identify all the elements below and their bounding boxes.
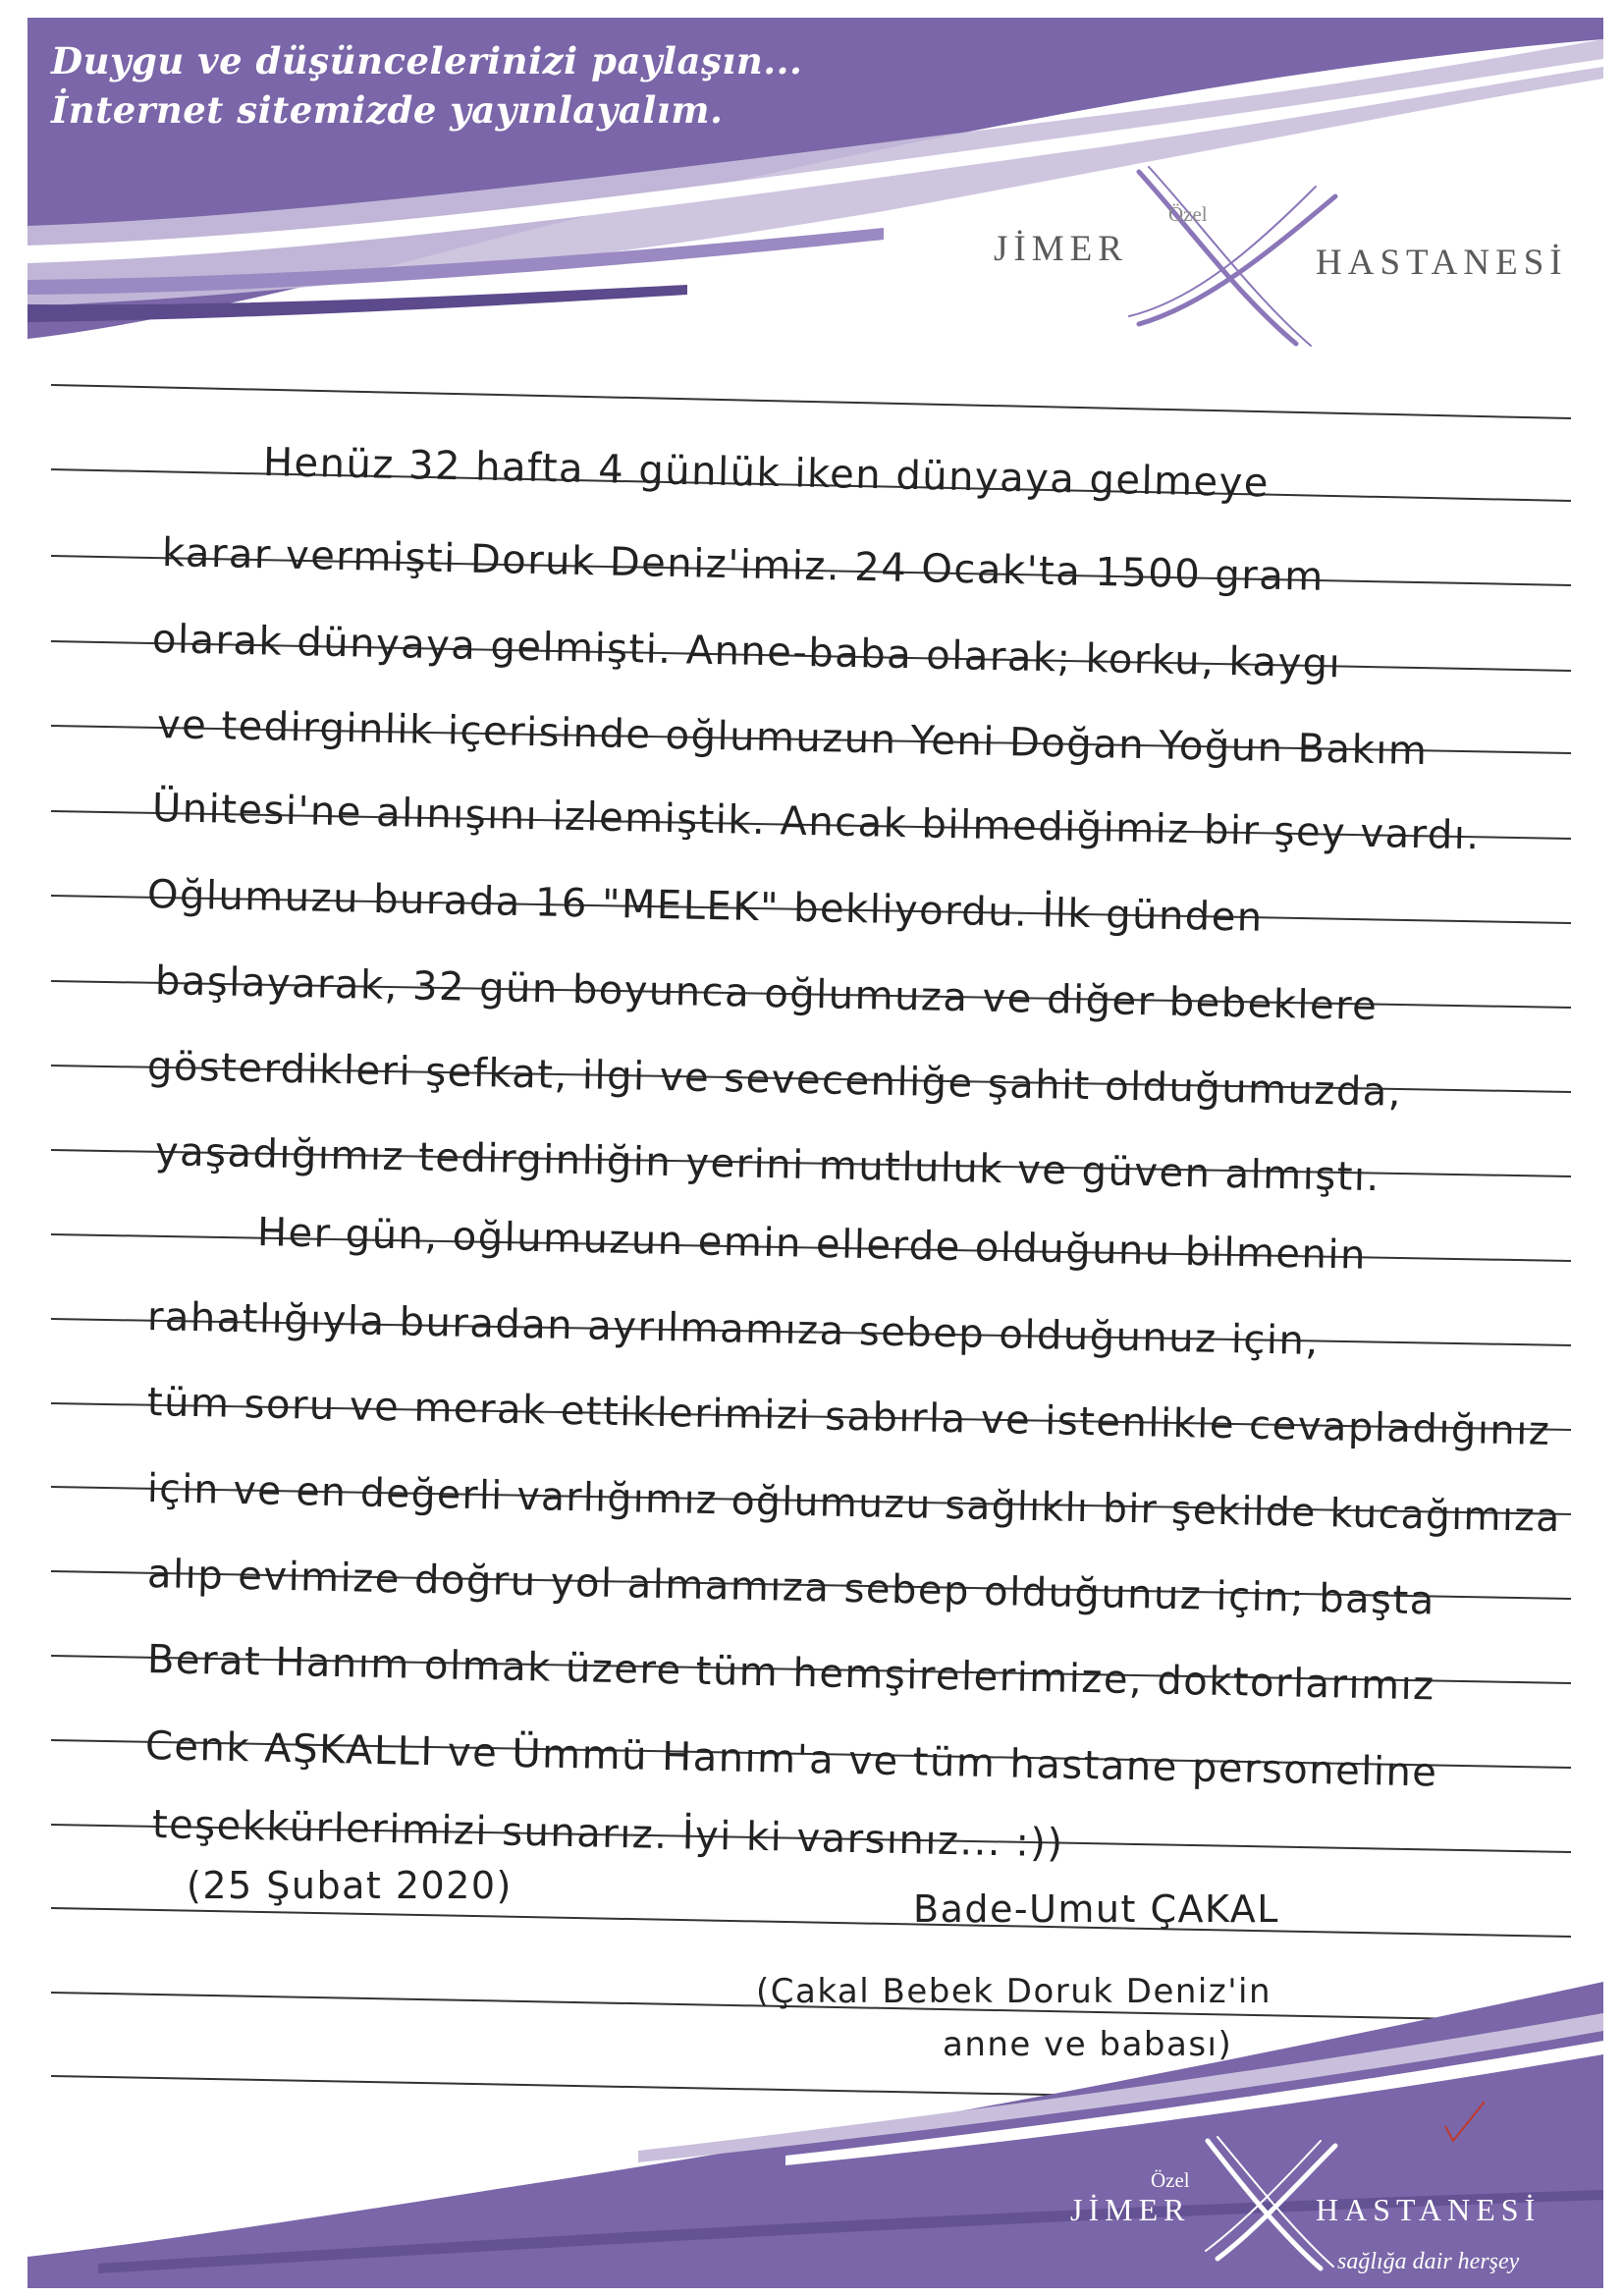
bottom-logo-name-left: JİMER [1070, 2192, 1191, 2227]
header-tagline-line1: Duygu ve düşüncelerinizi paylaşın... [51, 39, 803, 82]
letter-line: ve tedirginlik içerisinde oğlumuzun Yeni Doğan Yoğun Bakım [156, 702, 1429, 775]
letter-line: Cenk AŞKALLI ve Ümmü Hanım'a ve tüm hastane personeline [144, 1723, 1438, 1796]
signature-note-line1: (Çakal Bebek Doruk Deniz'in [756, 1972, 1272, 2011]
letter-line: Oğlumuzu burada 16 "MELEK" bekliyordu. İlk günden [146, 872, 1265, 941]
letter-line: karar vermişti Doruk Deniz'imiz. 24 Ocak'ta 1500 gram [161, 530, 1325, 600]
letter-line: alıp evimize doğru yol almamıza sebep olduğunuz için; başta [146, 1552, 1436, 1624]
letter-date: (25 Şubat 2020) [187, 1864, 513, 1907]
letter-line: gösterdikleri şefkat, ilgi ve sevecenliğe şahit olduğumuzda, [146, 1044, 1403, 1116]
header-tagline-line2: İnternet sitemizde yayınlayalım. [51, 88, 724, 132]
top-logo-ozel: Özel [1168, 202, 1208, 226]
letter-line: Henüz 32 hafta 4 günlük iken dünyaya gelmeye [262, 440, 1271, 507]
letter-line: olarak dünyaya gelmişti. Anne-baba olarak; korku, kaygı [151, 617, 1342, 687]
letter-line: rahatlığıyla buradan ayrılmamıza sebep olduğunuz için, [146, 1294, 1321, 1364]
letter-signature: Bade-Umut ÇAKAL [913, 1887, 1279, 1931]
signature-note-line2: anne ve babası) [943, 2025, 1233, 2064]
top-logo-name-left: JİMER [994, 229, 1128, 269]
letter-line: Her gün, oğlumuzun emin ellerde olduğunu bilmenin [256, 1210, 1368, 1279]
letter-line: Ünitesi'ne alınışını izlemiştik. Ancak bilmediğimiz bir şey vardı. [151, 786, 1482, 859]
letter-line: için ve en değerli varlığımız oğlumuzu sağlıklı bir şekilde kucağımıza [146, 1466, 1562, 1542]
letter-line: başlayarak, 32 gün boyunca oğlumuza ve diğer bebeklere [154, 958, 1379, 1030]
bottom-banner [27, 1982, 1603, 2288]
bottom-logo-name-right: HASTANESİ [1316, 2192, 1542, 2227]
top-logo-name-right: HASTANESİ [1316, 243, 1568, 283]
letter-line: Berat Hanım olmak üzere tüm hemşirelerimize, doktorlarımız [146, 1637, 1436, 1710]
bottom-logo-slogan: sağlığa dair herşey [1337, 2249, 1520, 2274]
letter-line: teşekkürlerimizi sunarız. İyi ki varsınız... :)) [151, 1802, 1065, 1867]
letter-line: yaşadığımız tedirginliğin yerini mutluluk ve güven almıştı. [154, 1129, 1381, 1201]
top-logo-x-icon [1129, 167, 1335, 346]
letter-line: tüm soru ve merak ettiklerimizi sabırla ve istenlikle cevapladığınız [146, 1380, 1551, 1454]
bottom-logo-ozel: Özel [1151, 2168, 1190, 2192]
